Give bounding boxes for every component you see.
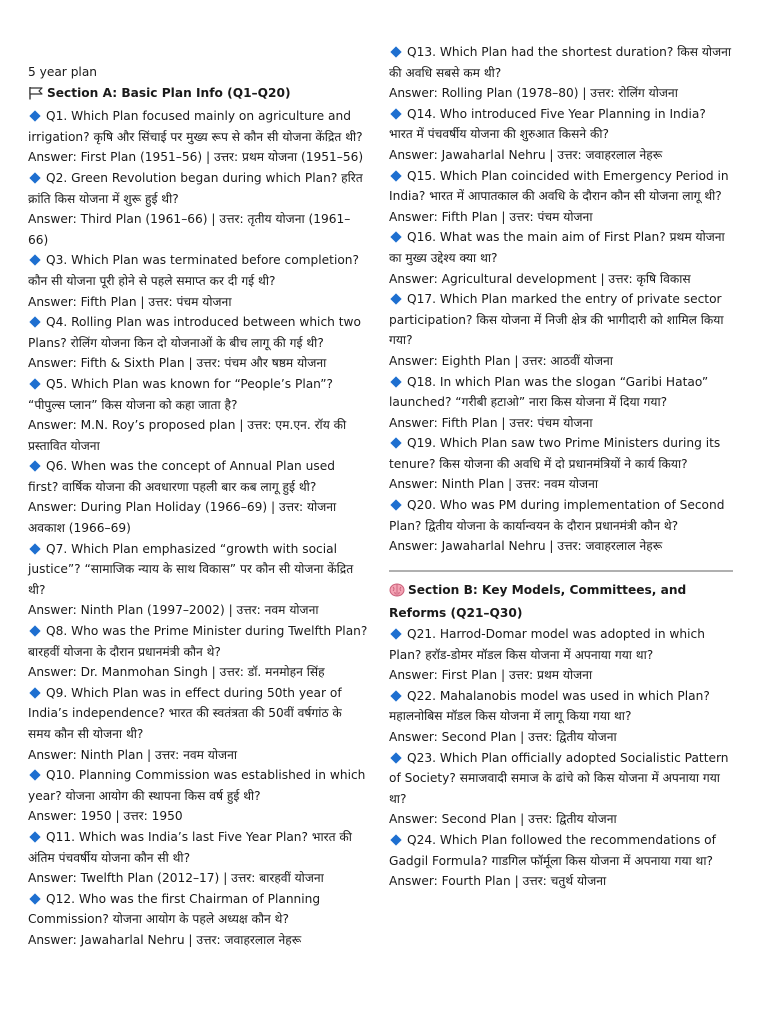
qa-item bbox=[389, 372, 733, 434]
answer-text: Answer: M.N. Roy’s proposed plan | उत्तर: एम.एन. रॉय की प्रस्तावित योजना bbox=[28, 418, 347, 453]
diamond-bullet-icon bbox=[29, 831, 40, 842]
question-label: Q14. Who introduced Five Year Planning in India? भारत में पंचवर्षीय योजना की शुरुआत किसने की? bbox=[389, 106, 706, 142]
question-text bbox=[389, 42, 733, 83]
question-label: Q9. Which Plan was in effect during 50th year of India’s independence? भारत की स्वतंत्रता की 50वीं वर्षगांठ के समय कौन सी योजना थी? bbox=[28, 685, 342, 741]
section-a-heading bbox=[28, 83, 368, 107]
diamond-bullet-icon bbox=[29, 770, 40, 781]
qa-item bbox=[28, 374, 368, 456]
question-label: Q5. Which Plan was known for “People’s Plan”? “पीपुल्स प्लान” किस योजना को कहा जाता है? bbox=[28, 376, 334, 412]
diamond-bullet-icon bbox=[29, 625, 40, 636]
qa-item bbox=[28, 683, 368, 765]
question-label: Q23. Which Plan officially adopted Socialistic Pattern of Society? समाजवादी समाज के ढांचे को किस योजना में अपनाया गया था? bbox=[389, 750, 729, 806]
qa-item bbox=[28, 250, 368, 312]
section-b-heading-text: Section B: Key Models, Committees, and Reforms (Q21–Q30) bbox=[389, 582, 687, 621]
document-title: 5 year plan bbox=[28, 65, 98, 79]
answer-text: Answer: Second Plan | उत्तर: द्वितीय योजना bbox=[389, 812, 617, 827]
question-label: Q6. When was the concept of Annual Plan used first? वार्षिक योजना की अवधारणा पहली बार कब लागू हुई थी? bbox=[28, 459, 335, 494]
diamond-bullet-icon bbox=[390, 752, 401, 763]
answer-text: Answer: Jawaharlal Nehru | उत्तर: जवाहरलाल नेहरू bbox=[389, 147, 663, 162]
qa-item bbox=[389, 289, 733, 371]
question-list-section-b bbox=[389, 624, 733, 892]
question-label: Q20. Who was PM during implementation of Second Plan? द्वितीय योजना के कार्यान्वयन के दौरान प्रधानमंत्री कौन थे? bbox=[389, 498, 725, 533]
diamond-bullet-icon bbox=[390, 438, 401, 449]
diamond-bullet-icon bbox=[390, 628, 401, 639]
question-label: Q10. Planning Commission was established in which year? योजना आयोग की स्थापना किस वर्ष हुई थी? bbox=[28, 768, 366, 803]
answer-text: Answer: Eighth Plan | उत्तर: आठवीं योजना bbox=[389, 353, 613, 368]
answer-text: Answer: First Plan | उत्तर: प्रथम योजना bbox=[389, 668, 593, 683]
answer-text: Answer: First Plan (1951–56) | उत्तर: प्रथम योजना (1951–56) bbox=[28, 150, 364, 165]
question-label: Q2. Green Revolution began during which Plan? हरित क्रांति किस योजना में शुरू हुई थी? bbox=[28, 170, 363, 206]
diamond-bullet-icon bbox=[29, 255, 40, 266]
question-list-left bbox=[28, 106, 368, 950]
question-text bbox=[28, 312, 368, 353]
question-text bbox=[28, 827, 368, 868]
qa-item bbox=[389, 104, 733, 166]
diamond-bullet-icon bbox=[29, 172, 40, 183]
qa-item bbox=[389, 227, 733, 289]
question-text bbox=[389, 227, 733, 268]
qa-item bbox=[389, 830, 733, 892]
answer-text: Answer: Fifth & Sixth Plan | उत्तर: पंचम और षष्ठम योजना bbox=[28, 356, 327, 371]
section-a-heading-text: Section A: Basic Plan Info (Q1–Q20) bbox=[47, 85, 291, 100]
qa-item bbox=[28, 539, 368, 621]
question-label: Q11. Which was India’s last Five Year Plan? भारत की अंतिम पंचवर्षीय योजना कौन सी थी? bbox=[28, 829, 352, 865]
answer-text: Answer: Agricultural development | उत्तर: कृषि विकास bbox=[389, 271, 691, 286]
answer-text: Answer: Twelfth Plan (2012–17) | उत्तर: बारहवीं योजना bbox=[28, 871, 324, 886]
answer-text: Answer: Fifth Plan | उत्तर: पंचम योजना bbox=[389, 415, 593, 430]
question-text bbox=[389, 166, 733, 207]
question-label: Q19. Which Plan saw two Prime Ministers during its tenure? किस योजना की अवधि में दो प्रधानमंत्रियों ने कार्य किया? bbox=[389, 436, 721, 471]
question-label: Q3. Which Plan was terminated before completion? कौन सी योजना पूरी होने से पहले समाप्त कर दी गई थी? bbox=[28, 253, 359, 288]
qa-item bbox=[389, 624, 733, 686]
diamond-bullet-icon bbox=[390, 499, 401, 510]
question-text bbox=[389, 624, 733, 665]
question-text bbox=[389, 830, 733, 871]
diamond-bullet-icon bbox=[390, 690, 401, 701]
diamond-bullet-icon bbox=[390, 834, 401, 845]
question-text bbox=[28, 889, 368, 930]
section-divider bbox=[389, 570, 733, 572]
question-list-right bbox=[389, 42, 733, 557]
qa-item bbox=[389, 495, 733, 557]
qa-item bbox=[28, 106, 368, 168]
section-b-heading bbox=[389, 580, 733, 624]
answer-text: Answer: Ninth Plan | उत्तर: नवम योजना bbox=[28, 747, 237, 762]
question-text bbox=[389, 748, 733, 810]
brain-icon bbox=[389, 583, 405, 604]
question-text bbox=[28, 683, 368, 745]
question-text bbox=[389, 686, 733, 727]
question-label: Q22. Mahalanobis model was used in which Plan? महालनोबिस मॉडल किस योजना में लागू किया गया था? bbox=[389, 688, 710, 724]
question-text bbox=[28, 456, 368, 497]
qa-item bbox=[389, 748, 733, 830]
question-text bbox=[28, 539, 368, 601]
question-text bbox=[28, 765, 368, 806]
question-text bbox=[28, 374, 368, 415]
question-label: Q15. Which Plan coincided with Emergency Period in India? भारत में आपातकाल की अवधि के दौरान कौन सी योजना लागू थी? bbox=[389, 168, 729, 204]
question-text bbox=[389, 433, 733, 474]
qa-item bbox=[28, 168, 368, 250]
answer-text: Answer: Fifth Plan | उत्तर: पंचम योजना bbox=[389, 209, 593, 224]
diamond-bullet-icon bbox=[29, 111, 40, 122]
question-label: Q18. In which Plan was the slogan “Garibi Hatao” launched? “गरीबी हटाओ” नारा किस योजना में दिया गया? bbox=[389, 374, 709, 410]
diamond-bullet-icon bbox=[390, 170, 401, 181]
question-label: Q8. Who was the Prime Minister during Twelfth Plan? बारहवीं योजना के दौरान प्रधानमंत्री कौन थे? bbox=[28, 624, 368, 659]
question-label: Q16. What was the main aim of First Plan? प्रथम योजना का मुख्य उद्देश्य क्या था? bbox=[389, 230, 725, 265]
answer-text: Answer: Fifth Plan | उत्तर: पंचम योजना bbox=[28, 294, 232, 309]
answer-text: Answer: Jawaharlal Nehru | उत्तर: जवाहरलाल नेहरू bbox=[28, 932, 302, 947]
qa-item bbox=[28, 621, 368, 683]
question-text bbox=[389, 372, 733, 413]
diamond-bullet-icon bbox=[390, 46, 401, 57]
diamond-bullet-icon bbox=[390, 293, 401, 304]
question-label: Q12. Who was the first Chairman of Planning Commission? योजना आयोग के पहले अध्यक्ष कौन थे? bbox=[28, 891, 321, 927]
answer-text: Answer: 1950 | उत्तर: 1950 bbox=[28, 809, 183, 824]
question-label: Q21. Harrod-Domar model was adopted in which Plan? हरॉड-डोमर मॉडल किस योजना में अपनाया गया था? bbox=[389, 627, 705, 662]
question-text bbox=[28, 621, 368, 662]
answer-text: Answer: Jawaharlal Nehru | उत्तर: जवाहरलाल नेहरू bbox=[389, 539, 663, 554]
answer-text: Answer: Second Plan | उत्तर: द्वितीय योजना bbox=[389, 730, 617, 744]
answer-text: Answer: Ninth Plan (1997–2002) | उत्तर: नवम योजना bbox=[28, 603, 319, 618]
question-text bbox=[28, 250, 368, 291]
question-text bbox=[389, 495, 733, 536]
question-label: Q7. Which Plan emphasized “growth with social justice”? “सामाजिक न्याय के साथ विकास” पर कौन सी योजना केंद्रित थी? bbox=[28, 541, 354, 597]
answer-text: Answer: Dr. Manmohan Singh | उत्तर: डॉ. मनमोहन सिंह bbox=[28, 665, 325, 680]
question-label: Q17. Which Plan marked the entry of private sector participation? किस योजना में निजी क्षेत्र की भागीदारी को शामिल किया गया? bbox=[389, 292, 724, 348]
question-text bbox=[28, 106, 368, 147]
qa-item bbox=[389, 166, 733, 228]
answer-text: Answer: During Plan Holiday (1966–69) | उत्तर: योजना अवकाश (1966–69) bbox=[28, 500, 337, 536]
question-label: Q13. Which Plan had the shortest duration? किस योजना की अवधि सबसे कम थी? bbox=[389, 45, 732, 80]
qa-item bbox=[389, 686, 733, 748]
left-column bbox=[28, 62, 368, 951]
question-label: Q1. Which Plan focused mainly on agriculture and irrigation? कृषि और सिंचाई पर मुख्य रूप से कौन सी योजना केंद्रित थी? bbox=[28, 109, 363, 144]
qa-item bbox=[28, 827, 368, 889]
qa-item bbox=[28, 765, 368, 827]
right-column bbox=[389, 42, 733, 892]
diamond-bullet-icon bbox=[29, 893, 40, 904]
diamond-bullet-icon bbox=[29, 378, 40, 389]
question-text bbox=[28, 168, 368, 209]
question-label: Q24. Which Plan followed the recommendations of Gadgil Formula? गाडगिल फॉर्मूला किस योजना में अपनाया गया था? bbox=[389, 832, 716, 868]
qa-item bbox=[389, 42, 733, 104]
answer-text: Answer: Third Plan (1961–66) | उत्तर: तृतीय योजना (1961–66) bbox=[28, 212, 351, 247]
question-text bbox=[389, 104, 733, 145]
qa-item bbox=[28, 889, 368, 951]
diamond-bullet-icon bbox=[390, 108, 401, 119]
diamond-bullet-icon bbox=[29, 687, 40, 698]
diamond-bullet-icon bbox=[390, 376, 401, 387]
diamond-bullet-icon bbox=[29, 461, 40, 472]
answer-text: Answer: Ninth Plan | उत्तर: नवम योजना bbox=[389, 477, 598, 492]
question-label: Q4. Rolling Plan was introduced between which two Plans? रोलिंग योजना किन दो योजनाओं के बीच लागू की गई थी? bbox=[28, 315, 361, 350]
answer-text: Answer: Fourth Plan | उत्तर: चतुर्थ योजना bbox=[389, 874, 607, 889]
question-text bbox=[389, 289, 733, 351]
qa-item bbox=[28, 456, 368, 538]
diamond-bullet-icon bbox=[29, 543, 40, 554]
diamond-bullet-icon bbox=[29, 316, 40, 327]
qa-item bbox=[389, 433, 733, 495]
diamond-bullet-icon bbox=[390, 232, 401, 243]
qa-item bbox=[28, 312, 368, 374]
answer-text: Answer: Rolling Plan (1978–80) | उत्तर: रोलिंग योजना bbox=[389, 86, 678, 101]
flag-icon bbox=[28, 86, 44, 107]
